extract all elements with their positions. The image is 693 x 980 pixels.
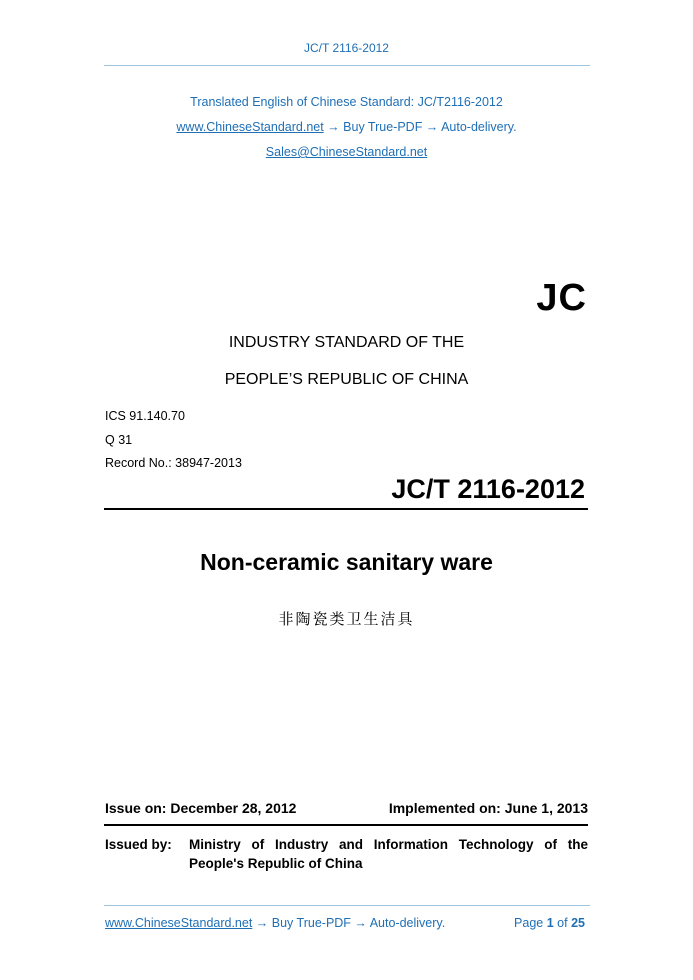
sales-line — [0, 145, 693, 159]
footer-purchase-text: → Buy True-PDF → Auto-delivery. — [252, 916, 446, 930]
title-english: Non-ceramic sanitary ware — [200, 549, 493, 575]
footer-website-link[interactable]: www.ChineseStandard.net — [105, 916, 253, 930]
page-of: of — [557, 916, 568, 930]
standard-type-line1: INDUSTRY STANDARD OF THE — [228, 334, 465, 351]
page-current: 1 — [546, 916, 554, 930]
footer-divider — [104, 905, 590, 906]
page-indicator — [514, 916, 585, 930]
header-divider — [104, 65, 590, 66]
ics-code: ICS 91.140.70 — [105, 409, 185, 423]
classification-code: Q 31 — [105, 433, 133, 447]
translation-note: Translated English of Chinese Standard: JC/T2116-2012 — [190, 95, 503, 109]
issuer-line2: People's Republic of China — [189, 856, 363, 871]
standard-type-line2: PEOPLE’S REPUBLIC OF CHINA — [224, 371, 469, 388]
issuer-line1: Ministry of Industry and Information Technology of the — [189, 837, 588, 852]
sales-email-link[interactable]: Sales@ChineseStandard.net — [265, 145, 428, 159]
purchase-line — [0, 120, 693, 134]
record-number: Record No.: 38947-2013 — [105, 456, 242, 470]
purchase-text: → Buy True-PDF → Auto-delivery. — [323, 120, 517, 134]
title-chinese: 非陶瓷类卫生洁具 — [278, 610, 415, 628]
page-label: Page — [514, 916, 544, 930]
footer-purchase-line — [105, 916, 445, 930]
running-header: JC/T 2116-2012 — [304, 41, 389, 55]
doc-number-rule — [104, 508, 588, 510]
dates-rule — [104, 824, 588, 826]
page-total: 25 — [571, 916, 585, 930]
implementation-date: Implemented on: June 1, 2013 — [388, 800, 588, 816]
website-link[interactable]: www.ChineseStandard.net — [176, 120, 324, 134]
issue-date: Issue on: December 28, 2012 — [105, 800, 297, 816]
issuer-label: Issued by: — [105, 837, 172, 852]
document-number: JC/T 2116-2012 — [391, 474, 585, 504]
jc-logo: JC — [536, 277, 587, 319]
